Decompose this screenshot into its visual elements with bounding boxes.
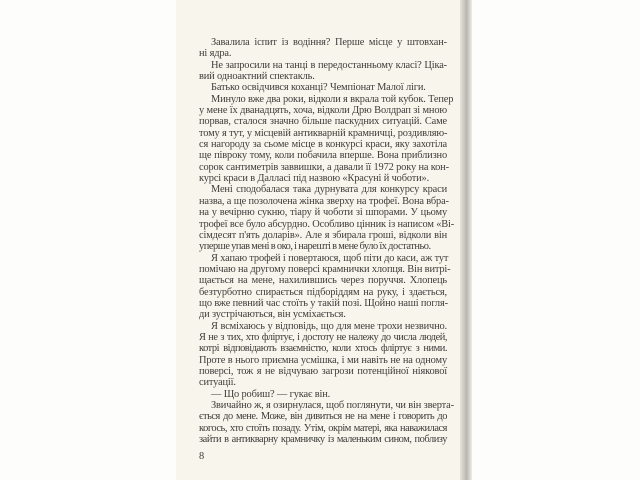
text-line: ще півроку тому, коли побачила вперше. Вона приблизно — [199, 150, 447, 162]
text-line: Завалила іспит із водіння? Перше місце у штовхан- — [211, 37, 447, 48]
text-line: сімдесят п'ять доларів». Але я збирала гроші, відколи він — [199, 229, 447, 241]
text-line: Не запросили на танці в передостанньому класі? Ціка- — [211, 59, 447, 71]
text-line: Я всміхаюсь у відповідь, що для мене трохи незвично. — [211, 320, 447, 332]
text-line: ні ядра. — [199, 48, 232, 60]
text-line: Проте в нього приємна усмішка, і ми навіть не на одному — [199, 354, 447, 366]
text-line: що вже певний час стоїть у такій позі. Щойно наші погля- — [199, 297, 448, 309]
text-line: Мені сподобалася така дурнувата для конкурсу краси — [211, 184, 447, 196]
text-line: зайти в антикварну крамничку із маленьким сином, поблизу — [199, 434, 447, 446]
page-edge-shadow — [460, 0, 472, 480]
text-line: ється до мене. Може, він дивиться не на мене і говорить до — [199, 411, 447, 423]
text-line: уперше упав мені в око, і нарешті в мене було їх достатньо. — [199, 241, 431, 253]
text-line: тому я тут, у місцевій антикварній крамничці, роздивляю- — [199, 127, 448, 139]
text-line: помічаю на другому поверсі крамнички хлопця. Він витрі- — [199, 263, 451, 275]
text-line: трофеї все було абсурдно. Особливо цінник із написом «Ві- — [199, 218, 455, 230]
text-line: курсі краси в Далласі під назвою «Красуні й чоботи». — [199, 173, 430, 185]
text-line: безтурботно спирається підборіддям на руку, і здається, — [199, 286, 447, 298]
text-line: когось, хто стоїть позаду. Утім, окрім матері, яка наважилася — [199, 422, 447, 434]
text-line: поверсі, тож я не відчуваю загрози потенційної ніякової — [199, 365, 447, 377]
text-line: Минуло вже два роки, відколи я вкрала той кубок. Тепер — [211, 93, 454, 105]
text-line: ди зустрічаються, він усміхається. — [199, 309, 346, 321]
text-line: у мене їх дванадцять, хоча, відколи Дрю Волдрап зі мною — [199, 105, 447, 117]
text-line: порвав, сталося значно більше паскудних ситуацій. Саме — [199, 116, 447, 128]
text-line: ситуації. — [199, 377, 236, 389]
text-line: Я не з тих, хто фліртує, і достоту не належу до числа людей, — [199, 331, 447, 343]
text-line: на у вечірню сукню, тіару й чоботи зі шпорами. У цьому — [199, 207, 447, 219]
text-line: котрі відповідають взаємністю, коли хтось фліртує з ними. — [199, 343, 447, 355]
text-line: ся нагороду за сьоме місце в конкурсі краси, яку захотіла — [199, 139, 447, 151]
text-line: щається на мене, нахилившись через поруччя. Хлопець — [199, 275, 447, 287]
text-line: — Що робиш? — гукає він. — [211, 388, 331, 400]
body-text — [199, 37, 455, 446]
text-line: вий одноактний спектакль. — [199, 71, 315, 83]
text-line: назва, а ще позолочена жінка зверху на трофеї. Вона вбра- — [199, 195, 449, 207]
text-line: Я хапаю трофей і повертаюся, щоб піти до каси, аж тут — [211, 252, 449, 264]
text-line: Звичайно ж, я озирнулася, щоб поглянути, чи він зверта- — [211, 400, 454, 411]
text-line: Батько освідчився коханці? Чемпіонат Малої ліги. — [211, 82, 426, 94]
page-number: 8 — [199, 451, 205, 462]
text-line: сорок сантиметрів заввишки, а давали її 1972 року на кон- — [199, 161, 449, 173]
